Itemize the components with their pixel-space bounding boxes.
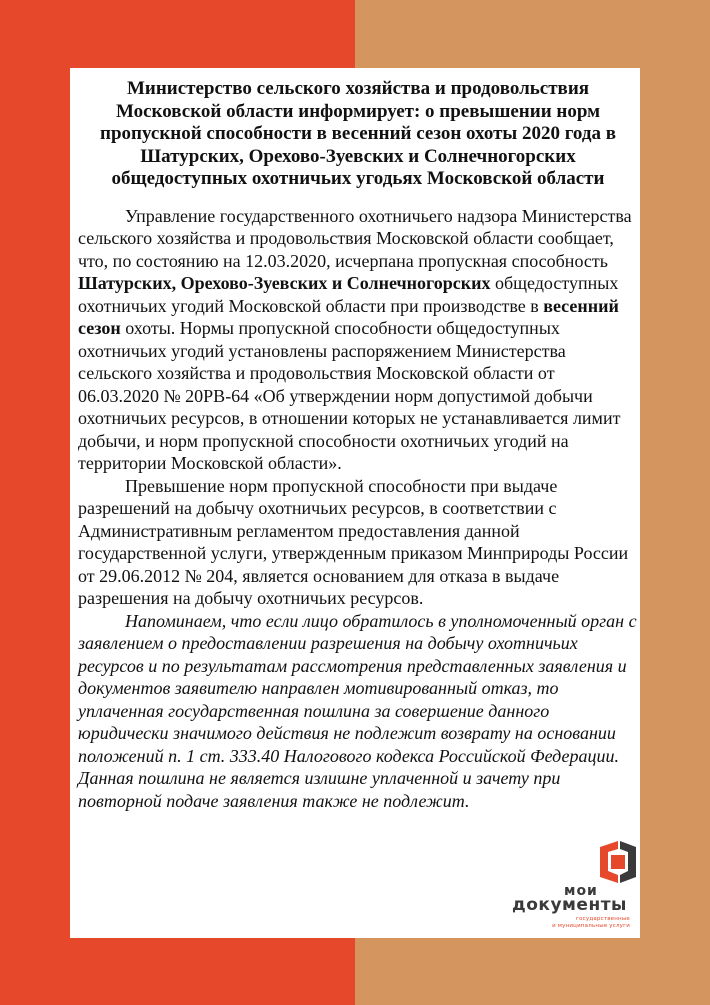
paragraph-1-text-a: Управление государственного охотничьего надзора Министерства сельского хозяйства и продовольствия Московской области сообщает, что, по состоянию на 12.03.2020, исчерпана пропускная способность [78,205,632,271]
announcement-title: Министерство сельского хозяйства и продовольствия Московской области информирует: о превышении норм пропускной способности в весенний сезон охоты 2020 года в Шатурских, Орехово-Зуевских и Солнечногорских общедоступных охотничьих угодьях Московской области [100,78,616,189]
announcement-card [70,68,640,938]
paragraph-1-text-c: охоты. Нормы пропускной способности общедоступных охотничьих угодий установлены распоряжением Министерства сельского хозяйства и продовольствия Московской области от 06.03.2020 № 20РВ-64 «Об утверждении норм допустимой добычи охотничьих ресурсов, в отношении которых не устанавливается лимит добычи, и норм пропускной способности охотничьих угодий на территории Московской области». [78,318,621,473]
paragraph-1-text-b: общедоступных охотничьих угодий Московской области при производстве в [78,273,619,316]
logo-subtitle-line-1: государственные [576,916,630,922]
moi-dokumenty-logo-icon [598,841,638,883]
paragraph-1 [78,205,638,475]
logo-subtitle-line-2: и муниципальные услуги [552,923,630,929]
paragraph-1-bold-a: Шатурских, Орехово-Зуевских и Солнечногорских [78,273,491,293]
moi-dokumenty-logo [512,837,630,937]
paragraph-3: Напоминаем, что если лицо обратилось в уполномоченный орган с заявлением о предоставлении разрешения на добычу охотничьих ресурсов и по результатам рассмотрения представленных заявления и документов заявителю направлен мотивированный отказ, то уплаченная государственная пошлина за совершение данного юридически значимого действия не подлежит возврату на основании положений п. 1 ст. 333.40 Налогового кодекса Российской Федерации. Данная пошлина не является излишне уплаченной и зачету при повторной подаче заявления также не подлежит. [78,610,637,811]
paragraph-2: Превышение норм пропускной способности при выдаче разрешений на добычу охотничьих ресурсов, в соответствии с Административным регламентом предоставления данной государственной услуги, утвержденным приказом Минприроды России от 29.06.2012 № 204, является основанием для отказа в выдаче разрешения на добычу охотничьих ресурсов. [78,475,629,608]
paragraph-1-bold-b: весенний сезон [78,295,619,338]
logo-text-moi: мои [564,883,598,899]
logo-subtitle [534,916,630,930]
logo-text-documents: документы [512,895,627,915]
